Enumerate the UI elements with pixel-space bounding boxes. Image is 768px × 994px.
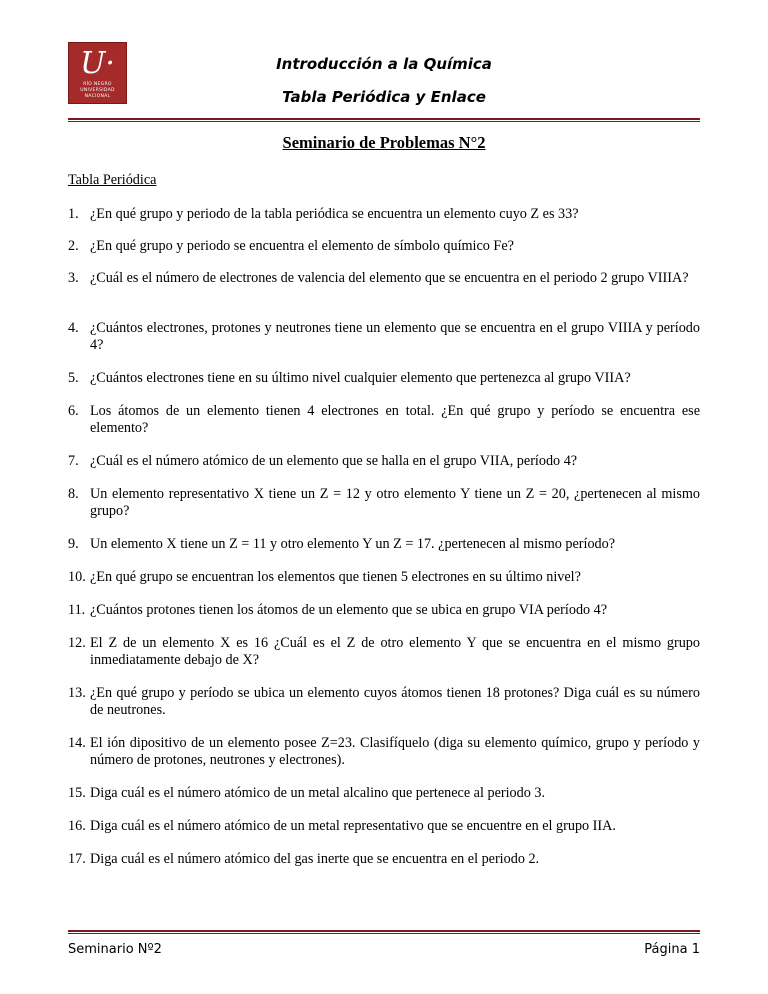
question-item	[68, 206, 700, 223]
question-number: 11.	[68, 602, 86, 618]
question-number: 12.	[68, 635, 86, 651]
question-item	[68, 735, 700, 769]
question-item	[68, 403, 700, 437]
question-text: Un elemento X tiene un Z = 11 y otro elemento Y un Z = 17. ¿pertenecen al mismo período?	[90, 536, 616, 552]
question-number: 6.	[68, 403, 79, 419]
header-title: Introducción a la Química	[276, 55, 492, 73]
question-text: ¿Cuál es el número de electrones de valencia del elemento que se encuentra en el periodo 2 grupo VIIIA?	[90, 270, 689, 286]
question-number: 5.	[68, 370, 79, 386]
question-item	[68, 851, 700, 868]
question-text: Los átomos de un elemento tienen 4 electrones en total. ¿En qué grupo y período se encuentra ese elemento?	[90, 403, 700, 436]
question-item	[68, 602, 700, 619]
question-item	[68, 635, 700, 669]
question-item	[68, 685, 700, 719]
logo-letter: U·	[80, 46, 115, 81]
question-text: Diga cuál es el número atómico de un metal alcalino que pertenece al periodo 3.	[90, 785, 545, 801]
question-number: 16.	[68, 818, 86, 834]
question-text: ¿Cuál es el número atómico de un elemento que se halla en el grupo VIIA, período 4?	[90, 453, 578, 469]
question-item	[68, 370, 700, 387]
question-number: 3.	[68, 270, 79, 286]
question-number: 15.	[68, 785, 86, 801]
question-item	[68, 569, 700, 586]
question-number: 9.	[68, 536, 79, 552]
question-item	[68, 270, 700, 287]
question-number: 4.	[68, 320, 79, 336]
question-item	[68, 818, 700, 835]
question-item	[68, 785, 700, 802]
section-title: Tabla Periódica	[68, 172, 157, 188]
question-item	[68, 320, 700, 354]
logo-text-line: NACIONAL	[84, 94, 111, 99]
question-text: ¿Cuántos protones tienen los átomos de un elemento que se ubica en grupo VIA período 4?	[90, 602, 608, 618]
question-text: Un elemento representativo X tiene un Z = 12 y otro elemento Y tiene un Z = 20, ¿pertenecen al mismo grupo?	[90, 486, 700, 519]
logo-text-line: RÍO NEGRO	[83, 82, 112, 87]
question-number: 10.	[68, 569, 86, 585]
question-item	[68, 486, 700, 520]
question-text: El ión dipositivo de un elemento posee Z=23. Clasifíquelo (diga su elemento químico, grupo y período y número de protones, neutrones y electrones).	[90, 735, 700, 768]
question-text: Diga cuál es el número atómico de un metal representativo que se encuentre en el grupo IIA.	[90, 818, 616, 834]
footer-left: Seminario Nº2	[68, 942, 162, 957]
question-number: 17.	[68, 851, 86, 867]
question-number: 2.	[68, 238, 79, 254]
question-text: ¿En qué grupo y periodo de la tabla periódica se encuentra un elemento cuyo Z es 33?	[90, 206, 579, 222]
question-item	[68, 453, 700, 470]
question-number: 14.	[68, 735, 86, 751]
header-divider	[68, 118, 700, 122]
question-number: 8.	[68, 486, 79, 502]
question-text: ¿En qué grupo se encuentran los elementos que tienen 5 electrones en su último nivel?	[90, 569, 581, 585]
question-text: ¿Cuántos electrones, protones y neutrones tiene un elemento que se encuentra en el grupo VIIIA y período 4?	[90, 320, 700, 353]
footer-divider	[68, 930, 700, 934]
question-item	[68, 536, 700, 553]
question-number: 7.	[68, 453, 79, 469]
question-text: ¿Cuántos electrones tiene en su último nivel cualquier elemento que pertenezca al grupo VIIA?	[90, 370, 631, 386]
document-title: Seminario de Problemas N°2	[282, 133, 486, 152]
question-text: ¿En qué grupo y período se ubica un elemento cuyos átomos tienen 18 protones? Diga cuál es su número de neutrones.	[90, 685, 700, 718]
question-item	[68, 238, 700, 255]
page-number: Página 1	[644, 942, 700, 957]
question-text: Diga cuál es el número atómico del gas inerte que se encuentra en el periodo 2.	[90, 851, 540, 867]
header-subtitle: Tabla Periódica y Enlace	[282, 88, 486, 106]
question-text: El Z de un elemento X es 16 ¿Cuál es el Z de otro elemento Y que se encuentra en el mismo grupo inmediatamente debajo de X?	[90, 635, 700, 668]
logo-text-line: UNIVERSIDAD	[80, 88, 115, 93]
question-text: ¿En qué grupo y periodo se encuentra el elemento de símbolo químico Fe?	[90, 238, 514, 254]
question-number: 13.	[68, 685, 86, 701]
question-number: 1.	[68, 206, 79, 222]
